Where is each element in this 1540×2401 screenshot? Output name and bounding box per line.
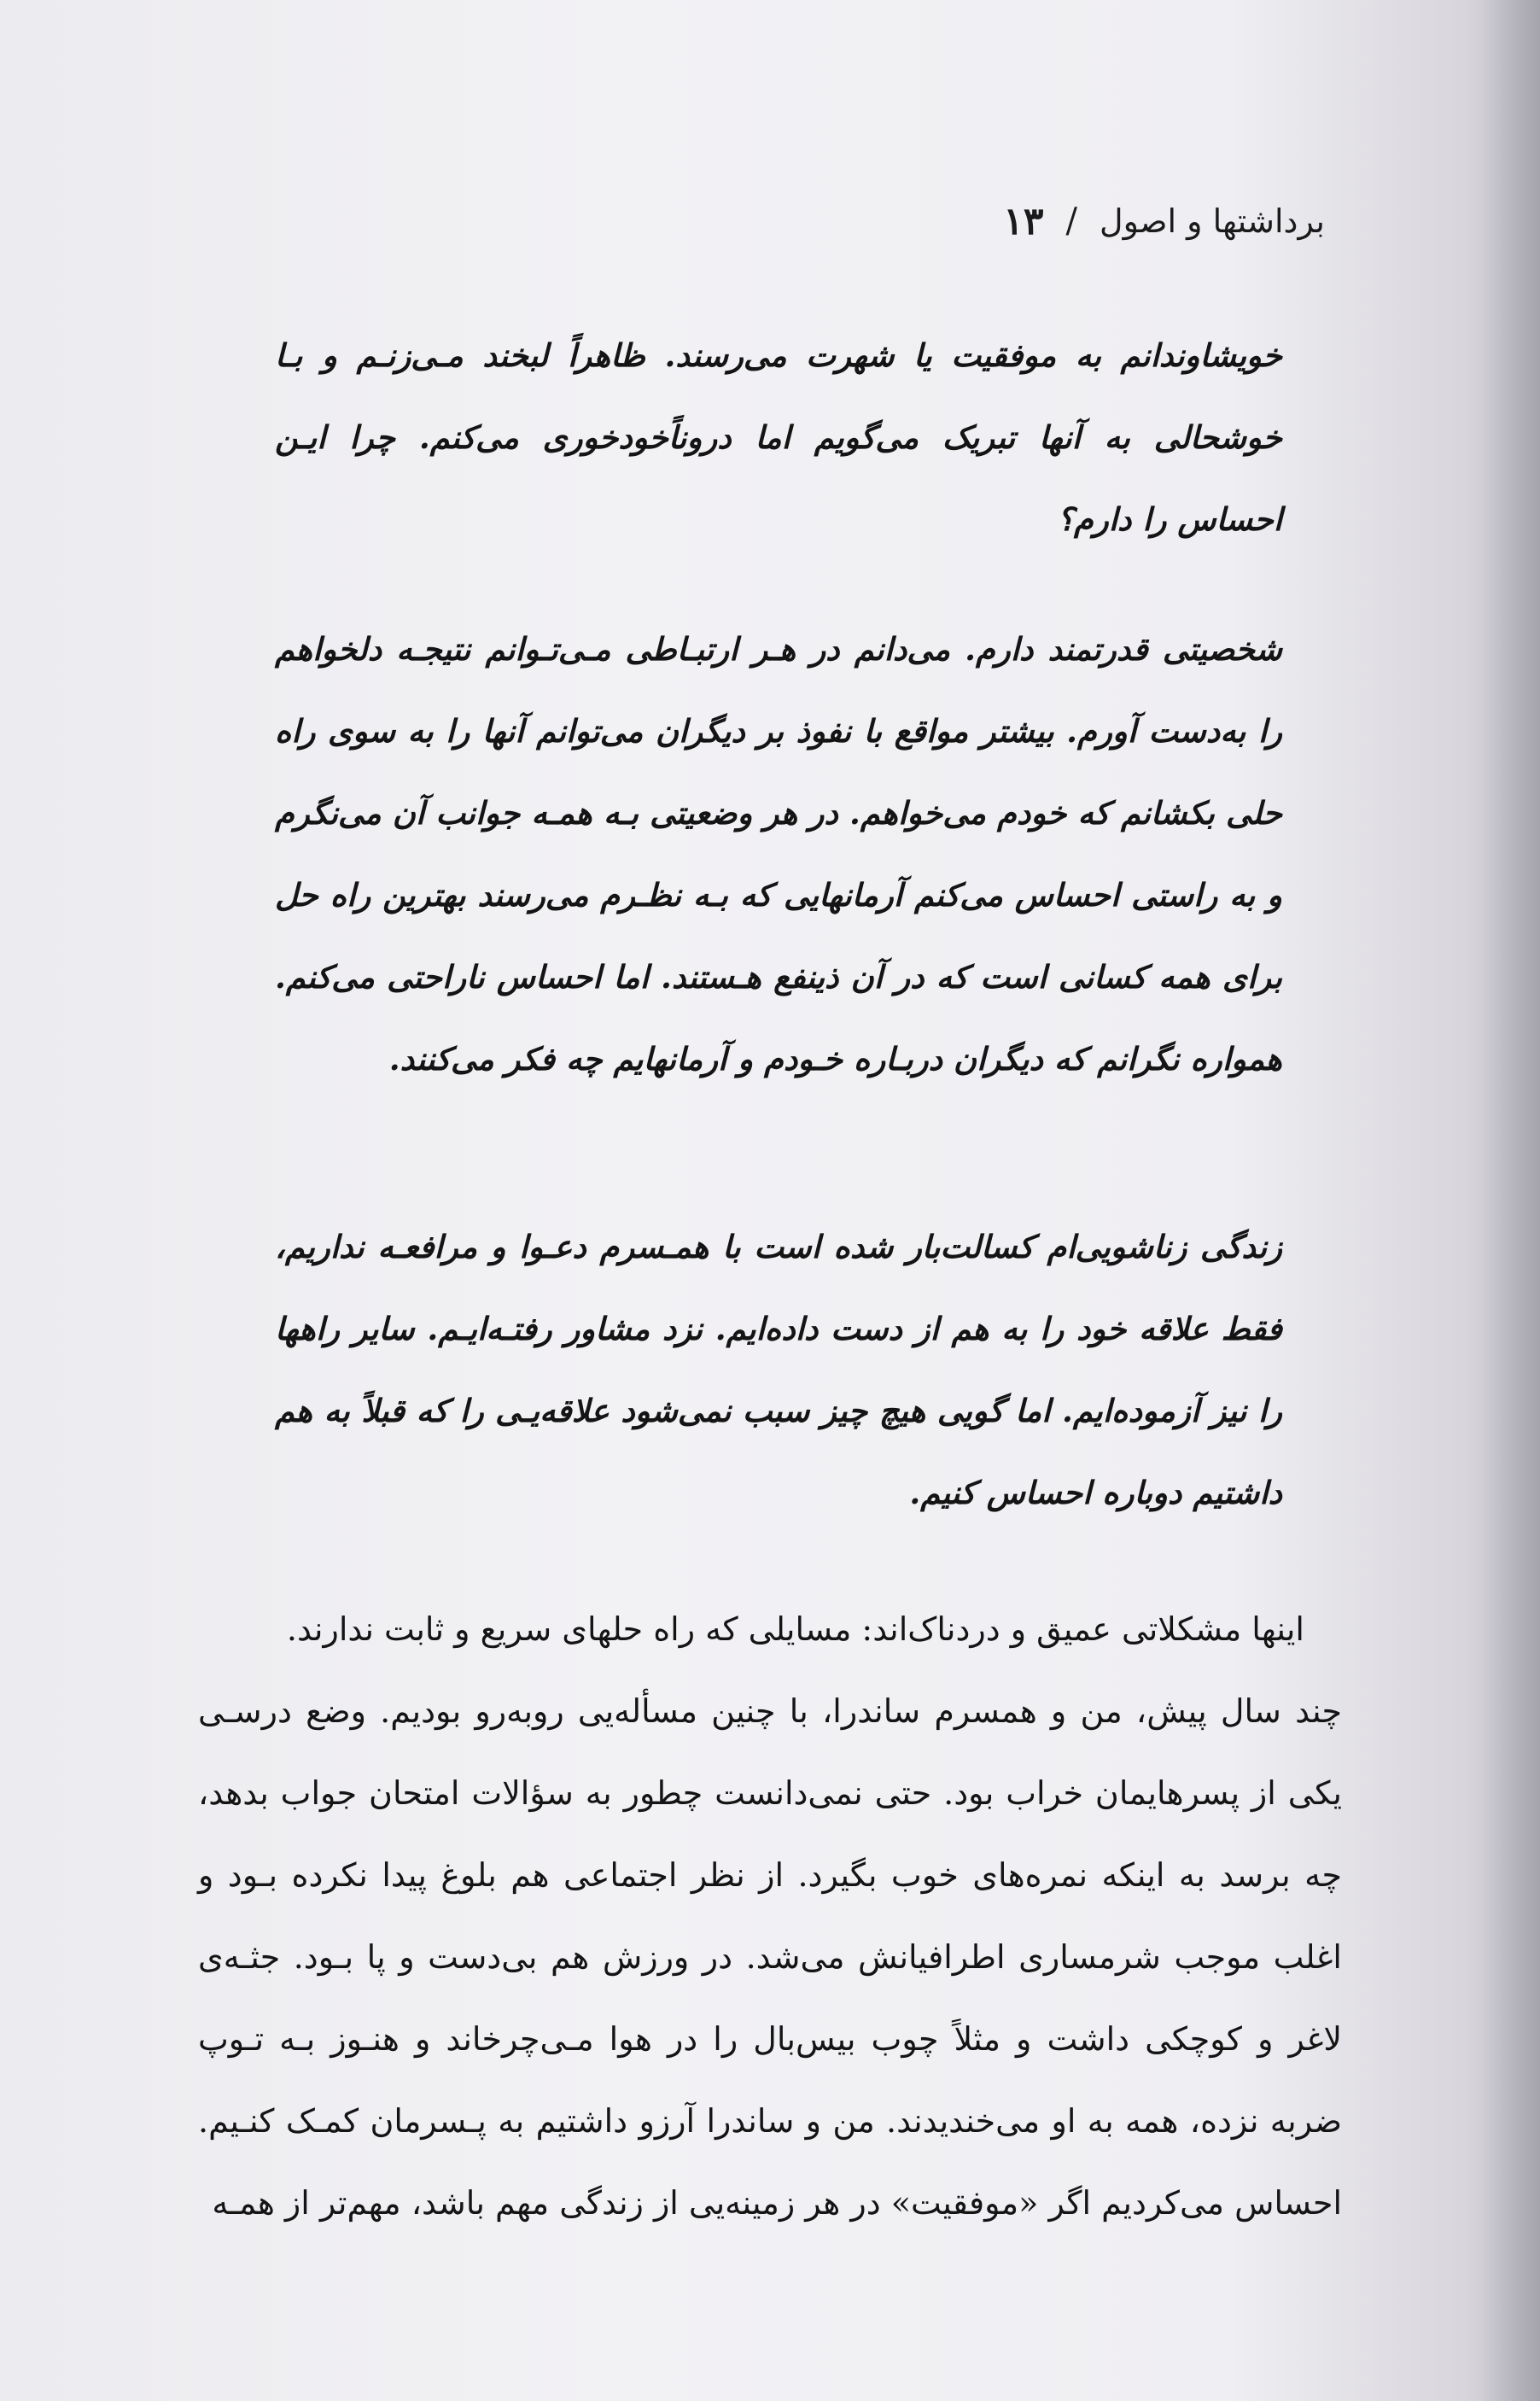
quote-text: زندگی زناشویی‌ام کسالت‌بار شده است با همـسرم دعـوا و مرافعـه نداریم، فقط علاقه خود را به هم از دست داده‌ایم. نزد مشاور رفتـه‌ایـم. سایر راهها را نیز آزموده‌ایم. اما گویی هیچ چیز سبب نمی‌شود علاقه‌یـی را که قبلاً به هم داشتیم دوباره احساس کنیم. bbox=[275, 1228, 1282, 1511]
body-text bbox=[198, 1588, 1342, 2244]
page-header bbox=[215, 191, 1325, 251]
quote-block-1 bbox=[275, 314, 1282, 560]
header-separator: / bbox=[1065, 202, 1077, 241]
quote-text: شخصیتی قدرتمند دارم. می‌دانم در هـر ارتبـاطی مـی‌تـوانم نتیجـه دلخواهم را به‌دست آورم. بیشتر مواقع با نفوذ بر دیگران می‌توانم آنها را به سوی راه حلی بکشانم که خودم می‌خواهم. در هر وضعیتی بـه همـه جوانب آن می‌نگرم و به راستی احساس می‌کنم آرمانهایی که بـه نظـرم می‌رسند بهترین راه حل برای همه کسانی است که در آن ذینفع هـستند. اما احساس ناراحتی می‌کنم. همواره نگرانم که دیگران دربـاره خـودم و آرمانهایم چه فکر می‌کنند. bbox=[275, 630, 1282, 1078]
page-number: ۱۳ bbox=[1003, 199, 1044, 243]
page-edge-shadow bbox=[1480, 0, 1540, 2401]
quote-block-3 bbox=[275, 1206, 1282, 1533]
quote-block-2 bbox=[275, 608, 1282, 1100]
paragraph: چند سال پیش، من و همسرم ساندرا، با چنین مسأله‌یی روبه‌رو بودیم. وضع درسـی یکی از پسرهایمان خراب بود. حتی نمی‌دانست چطور به سؤالات امتحان جواب بدهد، چه برسد به اینکه نمره‌های خوب بگیرد. از نظر اجتماعی هم بلوغ پیدا نکرده بـود و اغلب موجب شرمساری اطرافیانش می‌شد. در ورزش هم بی‌دست و پا بـود. جثـه‌ی لاغر و کوچکی داشت و مثلاً چوب بیس‌بال را در هوا مـی‌چرخاند و هنـوز بـه تـوپ ضربه نزده، همه به او می‌خندیدند. من و ساندرا آرزو داشتیم به پـسرمان کمـک کنـیم. احساس می‌کردیم اگر «موفقیت» در هر زمینه‌یی از زندگی مهم باشد، مهم‌تر از همـه bbox=[198, 1692, 1342, 2222]
quote-text: خویشاوندانم به موفقیت یا شهرت می‌رسند. ظاهراً لبخند مـی‌زنـم و بـا خوشحالی به آنها تبریک می‌گویم اما دروناًخودخوری می‌کنم. چرا ایـن احساس را دارم؟ bbox=[275, 336, 1283, 538]
paragraph: اینها مشکلاتی عمیق و دردناک‌اند: مسایلی که راه حلهای سریع و ثابت ندارند. bbox=[286, 1610, 1304, 1648]
running-title: برداشتها و اصول bbox=[1100, 202, 1325, 240]
